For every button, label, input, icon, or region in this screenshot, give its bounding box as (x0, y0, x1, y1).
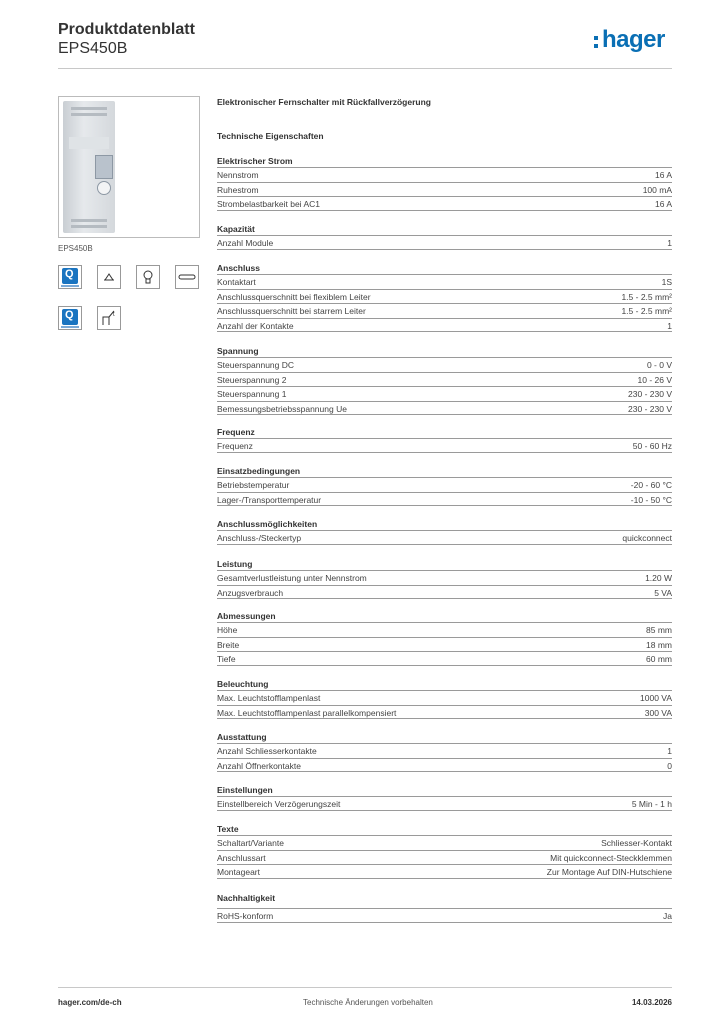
tech-heading: Technische Eigenschaften (217, 131, 324, 141)
table-row: Betriebstemperatur -20 - 60 °C (217, 477, 672, 492)
table-row: Max. Leuchtstofflampenlast 1000 VA (217, 690, 672, 705)
table-row: Kontaktart 1S (217, 274, 672, 289)
section-title: Nachhaltigkeit (217, 893, 276, 903)
table-row: Anzahl der Kontakte 1 (217, 318, 672, 333)
table-row: Gesamtverlustleistung unter Nennstrom 1.20 W (217, 570, 672, 585)
section-leistung (217, 559, 672, 599)
logo-text: hager (602, 26, 665, 53)
table-row: Lager-/Transporttemperatur -10 - 50 °C (217, 492, 672, 507)
section-anschluss (217, 263, 672, 332)
table-row: Strombelastbarkeit bei AC1 16 A (217, 196, 672, 211)
footer-website-link[interactable]: hager.com/de-ch (58, 998, 122, 1007)
product-code: EPS450B (58, 40, 128, 57)
switch-delay-icon (97, 306, 121, 330)
table-row: RoHS-konform Ja (217, 908, 672, 923)
section-kapazitaet (217, 224, 672, 250)
lamp-icon (136, 265, 160, 289)
product-name: Elektronischer Fernschalter mit Rückfallverzögerung (217, 97, 431, 107)
section-title: Beleuchtung (217, 679, 269, 689)
svg-text:t: t (113, 312, 115, 318)
page-title: Produktdatenblatt (58, 21, 195, 38)
table-row: Tiefe 60 mm (217, 651, 672, 666)
section-nachhaltigkeit (217, 893, 672, 923)
table-row: Breite 18 mm (217, 637, 672, 652)
section-abmessungen (217, 611, 672, 666)
section-title: Einstellungen (217, 785, 273, 795)
section-title: Leistung (217, 559, 253, 569)
table-row: Ruhestrom 100 mA (217, 182, 672, 197)
footer-date: 14.03.2026 (631, 998, 672, 1007)
section-spannung (217, 346, 672, 415)
table-row: Anschlussquerschnitt bei flexiblem Leiter 1.5 - 2.5 mm² (217, 289, 672, 304)
header-divider (58, 68, 672, 69)
section-frequenz (217, 427, 672, 453)
section-elektrischer-strom (217, 156, 672, 211)
footer-divider (58, 987, 672, 988)
table-row: Anschlussart Mit quickconnect-Steckklemmen (217, 850, 672, 865)
table-row: Max. Leuchtstofflampenlast parallelkompensiert 300 VA (217, 705, 672, 720)
table-row: Einstellbereich Verzögerungszeit 5 Min - 1 h (217, 796, 672, 811)
section-einstellungen (217, 785, 672, 811)
table-row: Montageart Zur Montage Auf DIN-Hutschiene (217, 864, 672, 879)
table-row: Frequenz 50 - 60 Hz (217, 438, 672, 453)
section-title: Ausstattung (217, 732, 267, 742)
table-row: Steuerspannung 2 10 - 26 V (217, 372, 672, 387)
product-caption: EPS450B (58, 244, 93, 253)
section-einsatzbedingungen (217, 466, 672, 506)
logo-dot-icon (594, 36, 598, 40)
table-row: Schaltart/Variante Schliesser-Kontakt (217, 835, 672, 850)
footer-disclaimer: Technische Änderungen vorbehalten (303, 998, 433, 1007)
section-title: Abmessungen (217, 611, 276, 621)
section-title: Texte (217, 824, 239, 834)
bell-icon (97, 265, 121, 289)
section-anschlussmoeglichkeiten (217, 519, 672, 545)
quickconnect-icon: Q (58, 306, 82, 330)
table-row: Steuerspannung 1 230 - 230 V (217, 386, 672, 401)
quickconnect-icon: Q (58, 265, 82, 289)
logo-dot-icon (594, 44, 598, 48)
table-row: Nennstrom 16 A (217, 167, 672, 182)
section-title: Frequenz (217, 427, 255, 437)
section-title: Spannung (217, 346, 259, 356)
table-row: Bemessungsbetriebsspannung Ue 230 - 230 V (217, 401, 672, 416)
section-title: Kapazität (217, 224, 255, 234)
table-row: Anzugsverbrauch 5 VA (217, 585, 672, 600)
fluorescent-tube-icon (175, 265, 199, 289)
section-title: Einsatzbedingungen (217, 466, 301, 476)
table-row: Anzahl Schliesserkontakte 1 (217, 743, 672, 758)
section-texte (217, 824, 672, 879)
section-beleuchtung (217, 679, 672, 719)
table-row: Anzahl Module 1 (217, 235, 672, 250)
section-title: Anschluss (217, 263, 260, 273)
table-row: Anschlussquerschnitt bei starrem Leiter 1.5 - 2.5 mm² (217, 303, 672, 318)
table-row: Steuerspannung DC 0 - 0 V (217, 357, 672, 372)
product-image (58, 96, 200, 238)
section-title: Anschlussmöglichkeiten (217, 519, 318, 529)
hager-logo[interactable] (594, 26, 674, 57)
table-row: Anschluss-/Steckertyp quickconnect (217, 530, 672, 545)
table-row: Anzahl Öffnerkontakte 0 (217, 758, 672, 773)
table-row: Höhe 85 mm (217, 622, 672, 637)
section-ausstattung (217, 732, 672, 772)
section-title: Elektrischer Strom (217, 156, 293, 166)
device-illustration (63, 101, 115, 233)
